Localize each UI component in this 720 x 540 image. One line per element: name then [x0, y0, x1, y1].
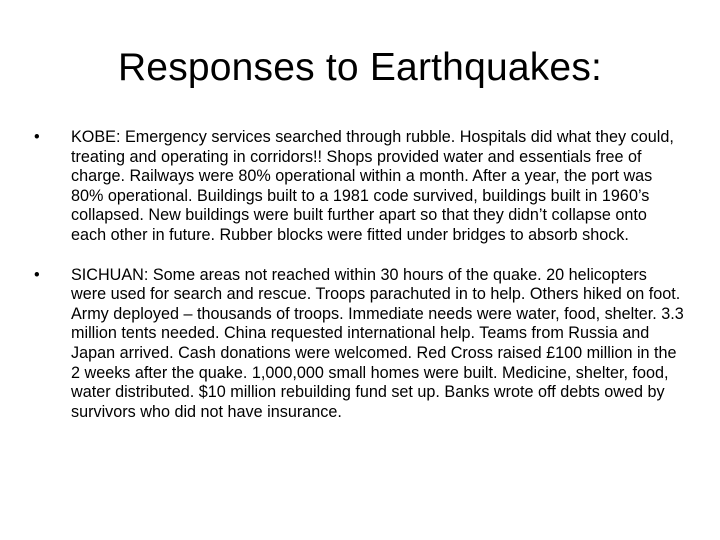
bullet-item-kobe — [34, 128, 686, 246]
bullet-text-sichuan: SICHUAN: Some areas not reached within 30 hours of the quake. 20 helicopters were used for search and rescue. Troops parachuted in to help. Others hiked on foot. Army deployed – thousands of troops. Immediate needs were water, food, shelter. 3.3 million tents needed. China requested international help. Teams from Russia and Japan arrived. Cash donations were welcomed. Red Cross raised £100 million in the 2 weeks after the quake. 1,000,000 small homes were built. Medicine, shelter, food, water distributed. $10 million rebuilding fund set up. Banks wrote off debts owed by survivors who did not have insurance. — [71, 265, 684, 421]
slide-title: Responses to Earthquakes: — [117, 46, 603, 89]
bullet-icon: • — [34, 265, 40, 284]
bullet-list — [34, 128, 686, 442]
bullet-item-sichuan — [34, 266, 686, 423]
bullet-text-kobe: KOBE: Emergency services searched through rubble. Hospitals did what they could, treating and operating in corridors!! Shops provided water and essentials free of charge. Railways were 80% operational within a month. After a year, the port was 80% operational. Buildings built to a 1981 code survived, buildings built in 1960’s collapsed. New buildings were built further apart so that they didn’t collapse onto each other in future. Rubber blocks were fitted under bridges to absorb shock. — [71, 128, 674, 244]
bullet-icon: • — [34, 128, 40, 146]
